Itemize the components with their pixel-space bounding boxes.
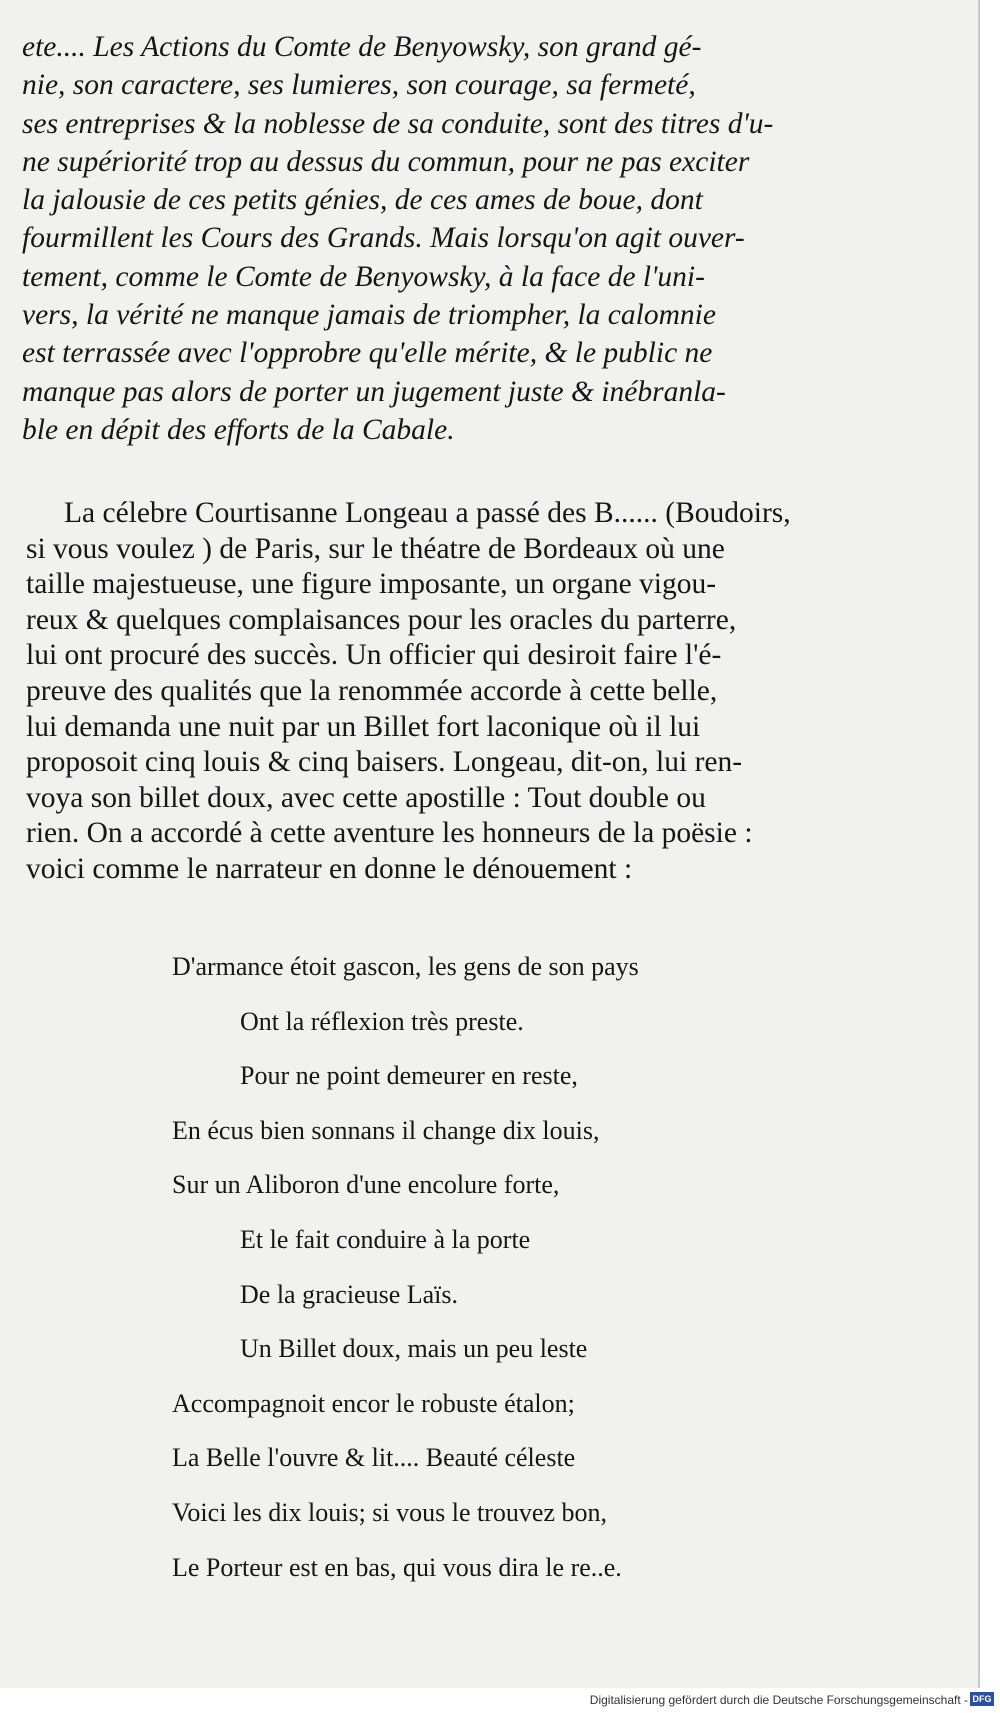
poem-verse: Voici les dix louis; si vous le trouvez bon, bbox=[172, 1497, 607, 1527]
text-line: manque pas alors de porter un jugement juste & inébranla- bbox=[22, 375, 726, 408]
poem-verse: D'armance étoit gascon, les gens de son pays bbox=[172, 952, 639, 981]
text-line: nie, son caractere, ses lumieres, son courage, sa fermeté, bbox=[22, 69, 696, 102]
poem-verse: Et le fait conduire à la porte bbox=[240, 1224, 531, 1254]
text-line: ete.... Les Actions du Comte de Benyowsky, son grand gé- bbox=[22, 31, 702, 63]
poem-verse: Pour ne point demeurer en reste, bbox=[240, 1061, 578, 1091]
digitization-credit: Digitalisierung gefördert durch die Deutsche Forschungsgemeinschaft - bbox=[589, 1693, 968, 1707]
text-line: lui demanda une nuit par un Billet fort laconique où il lui bbox=[26, 710, 701, 743]
text-line: La célebre Courtisanne Longeau a passé des B...... (Boudoirs, bbox=[64, 497, 791, 529]
main-paragraph bbox=[26, 496, 956, 888]
poem bbox=[172, 940, 872, 1595]
text-line: la jalousie de ces petits génies, de ces ames de boue, dont bbox=[22, 184, 703, 217]
poem-verse: Ont la réflexion très preste. bbox=[240, 1006, 524, 1036]
poem-verse: En écus bien sonnans il change dix louis, bbox=[172, 1115, 600, 1145]
text-line: si vous voulez ) de Paris, sur le théatre de Bordeaux où une bbox=[26, 532, 725, 565]
text-line: voici comme le narrateur en donne le dénouement : bbox=[26, 852, 633, 885]
text-line: ses entreprises & la noblesse de sa conduite, sont des titres d'u- bbox=[22, 107, 774, 140]
text-line: tement, comme le Comte de Benyowsky, à la face de l'uni- bbox=[22, 260, 705, 293]
poem-verse: Sur un Aliboron d'une encolure forte, bbox=[172, 1170, 560, 1200]
poem-verse: Le Porteur est en bas, qui vous dira le re..e. bbox=[172, 1552, 622, 1582]
text-line: lui ont procuré des succès. Un officier qui desiroit faire l'é- bbox=[26, 639, 722, 672]
poem-verse: La Belle l'ouvre & lit.... Beauté céleste bbox=[172, 1443, 576, 1473]
text-line: rien. On a accordé à cette aventure les honneurs de la poësie : bbox=[26, 817, 753, 850]
text-line: proposoit cinq louis & cinq baisers. Longeau, dit-on, lui ren- bbox=[26, 746, 743, 779]
poem-verse: De la gracieuse Laïs. bbox=[240, 1279, 459, 1309]
poem-verse: Accompagnoit encor le robuste étalon; bbox=[172, 1388, 575, 1418]
text-line: ble en dépit des efforts de la Cabale. bbox=[22, 413, 455, 446]
text-line: voya son billet doux, avec cette apostille : Tout double ou bbox=[26, 781, 706, 814]
text-line: est terrassée avec l'opprobre qu'elle mérite, & le public ne bbox=[22, 337, 713, 370]
text-line: vers, la vérité ne manque jamais de triompher, la calomnie bbox=[22, 299, 716, 332]
poem-verse: Un Billet doux, mais un peu leste bbox=[240, 1334, 588, 1364]
top-paragraph bbox=[22, 28, 954, 449]
text-line: taille majestueuse, une figure imposante, un organe vigou- bbox=[26, 568, 717, 601]
text-line: ne supériorité trop au dessus du commun, pour ne pas exciter bbox=[22, 145, 750, 178]
text-line: reux & quelques complaisances pour les oracles du parterre, bbox=[26, 603, 737, 636]
text-line: fourmillent les Cours des Grands. Mais lorsqu'on agit ouver- bbox=[22, 222, 745, 255]
text-line: preuve des qualités que la renommée accorde à cette belle, bbox=[26, 674, 718, 707]
dfg-logo: DFG bbox=[970, 1692, 994, 1706]
